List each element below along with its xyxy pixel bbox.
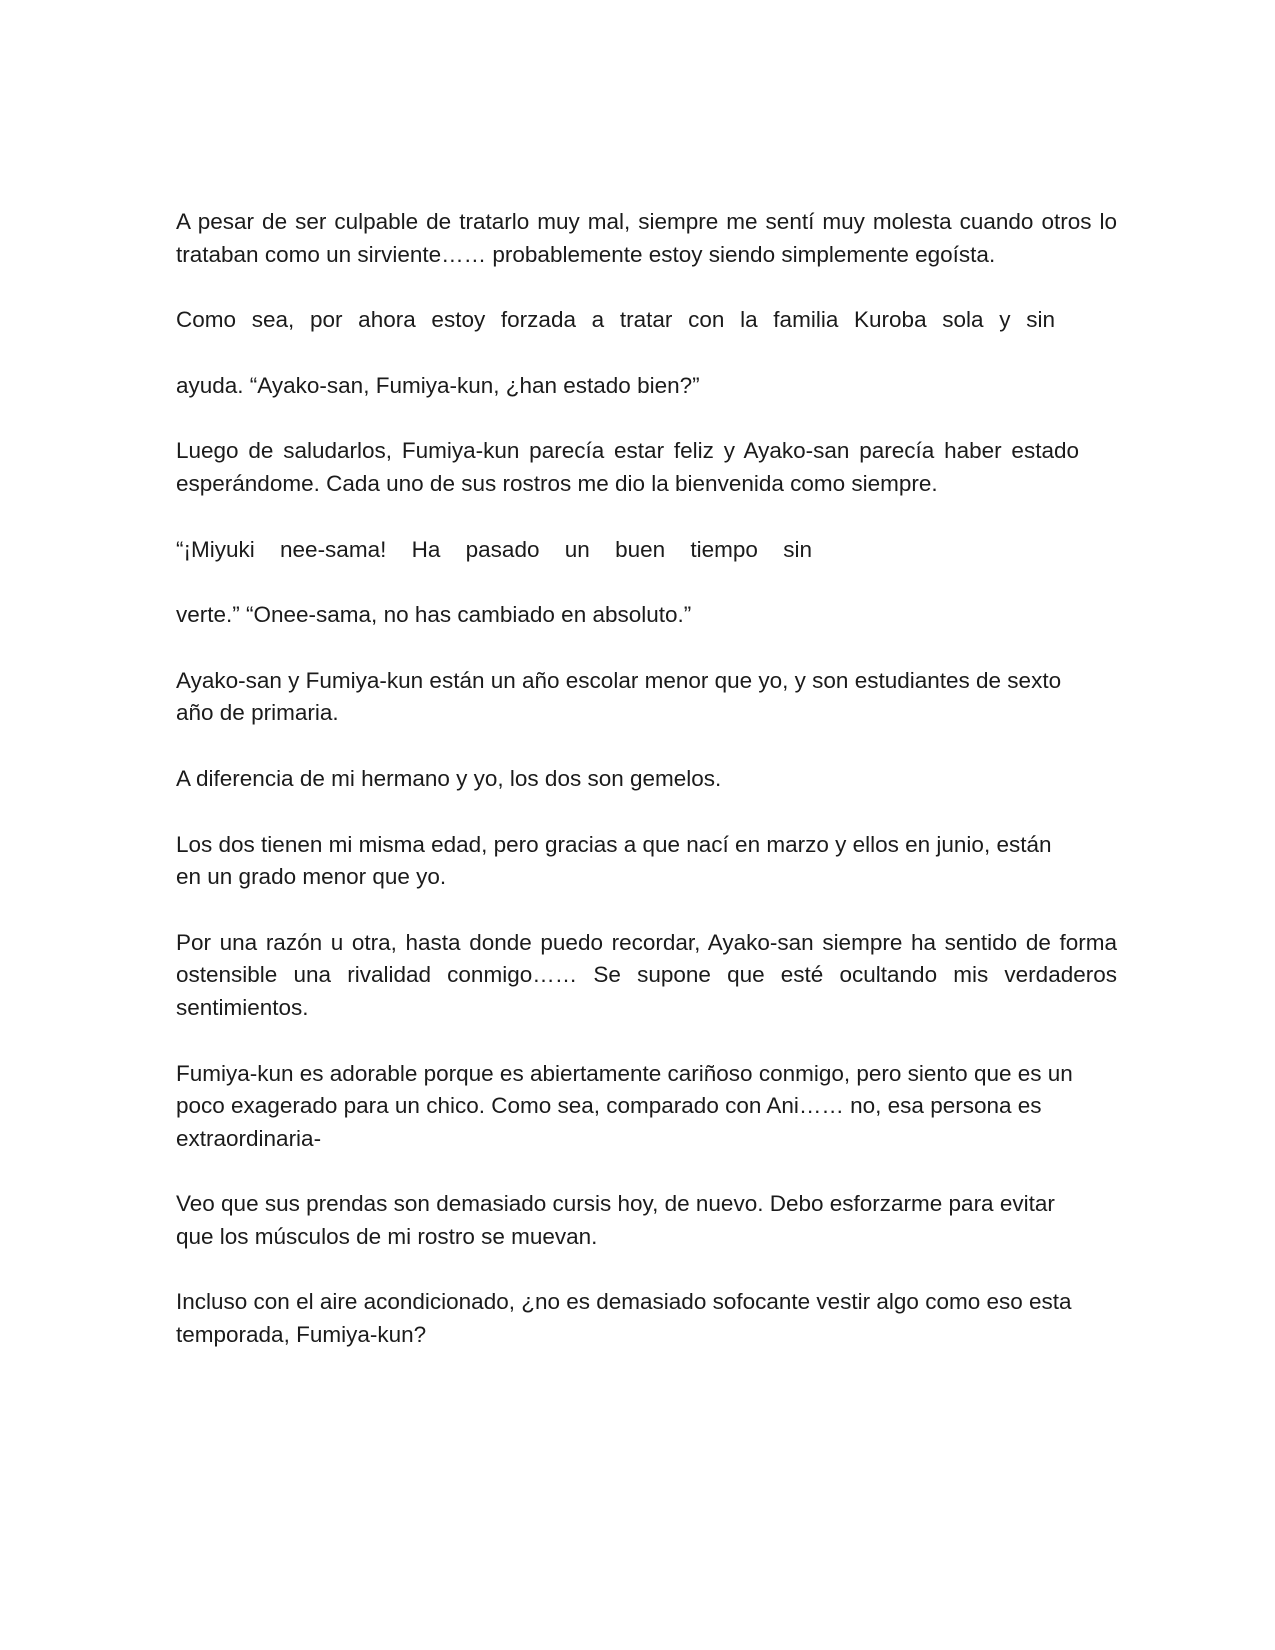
paragraph: Fumiya-kun es adorable porque es abiertamente cariñoso conmigo, pero siento que es un poco exagerado para un chico. Como sea, comparado con Ani…… no, esa persona es extraordinaria- xyxy=(176,1060,1073,1151)
paragraph: ayuda. “Ayako-san, Fumiya-kun, ¿han estado bien?” xyxy=(176,372,700,398)
paragraph: A pesar de ser culpable de tratarlo muy mal, siempre me sentí muy molesta cuando otros lo trataban como un sirviente…… probablemente estoy siendo simplemente egoísta. xyxy=(176,209,1117,267)
paragraph: Los dos tienen mi misma edad, pero gracias a que nací en marzo y ellos en junio, están en un grado menor que yo. xyxy=(176,831,1052,890)
paragraph: A diferencia de mi hermano y yo, los dos son gemelos. xyxy=(176,765,722,791)
body-text xyxy=(176,206,1117,1385)
paragraph: verte.” “Onee-sama, no has cambiado en absoluto.” xyxy=(176,602,692,628)
paragraph: “¡Miyuki nee-sama! Ha pasado un buen tiempo sin xyxy=(176,536,812,562)
paragraph: Como sea, por ahora estoy forzada a tratar con la familia Kuroba sola y sin xyxy=(176,307,1055,333)
paragraph: Incluso con el aire acondicionado, ¿no es demasiado sofocante vestir algo como eso esta temporada, Fumiya-kun? xyxy=(176,1289,1072,1348)
paragraph: Veo que sus prendas son demasiado cursis hoy, de nuevo. Debo esforzarme para evitar que los músculos de mi rostro se muevan. xyxy=(176,1191,1055,1249)
paragraph: Ayako-san y Fumiya-kun están un año escolar menor que yo, y son estudiantes de sexto año de primaria. xyxy=(176,667,1062,726)
paragraph: Por una razón u otra, hasta donde puedo recordar, Ayako-san siempre ha sentido de forma ostensible una rivalidad conmigo…… Se supone que esté ocultando mis verdaderos sentimientos. xyxy=(176,929,1117,1020)
paragraph: Luego de saludarlos, Fumiya-kun parecía estar feliz y Ayako-san parecía haber estado esperándome. Cada uno de sus rostros me dio la bienvenida como siempre. xyxy=(176,438,1079,496)
